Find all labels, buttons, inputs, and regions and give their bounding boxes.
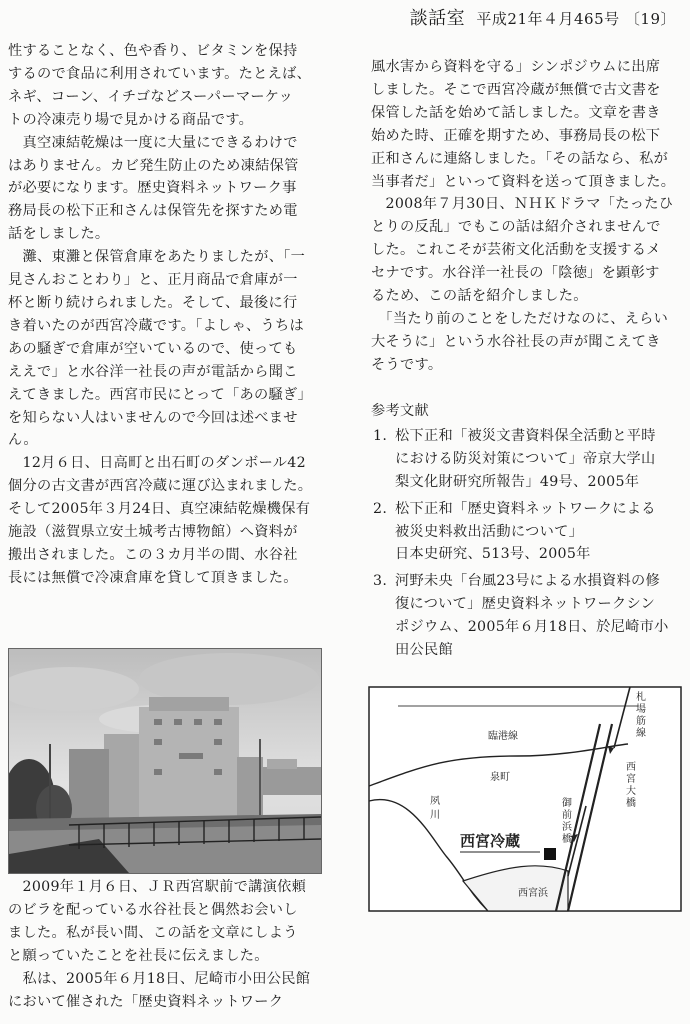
warehouse-photo bbox=[8, 648, 322, 874]
reference-line: 松下正和「歴史資料ネットワークによる bbox=[395, 500, 656, 517]
left-bottom-line: ました。私が長い間、この話を文章にしよう bbox=[8, 924, 298, 941]
right-column-text bbox=[371, 56, 686, 377]
reference-line: 復について」歴史資料ネットワークシン bbox=[395, 596, 656, 613]
left-column-line: 灘、東灘と保管倉庫をあたりましたが、「一 bbox=[8, 249, 306, 266]
left-column-line: 見さんおことわり」と、正月商品で倉庫が一 bbox=[8, 272, 298, 289]
page-header bbox=[410, 4, 676, 30]
left-column-text bbox=[8, 40, 328, 590]
references bbox=[371, 400, 686, 666]
left-column-line: き着いたのが西宮冷蔵です。「よしゃ、うちは bbox=[8, 317, 305, 334]
left-column-line: 真空凍結乾燥は一度に大量にできるわけで bbox=[8, 134, 298, 151]
label-sapporo-suji-line: 札場筋線 bbox=[636, 692, 646, 739]
left-bottom-line: のビラを配っている水谷社長と偶然お会いし bbox=[8, 901, 298, 918]
right-column-line: るため、この話を紹介しました。 bbox=[371, 288, 588, 305]
label-rinko-line: 臨港線 bbox=[488, 731, 518, 742]
right-column-line: 風水害から資料を守る」シンポジウムに出席 bbox=[371, 59, 661, 75]
left-column-line: 搬出されました。この３カ月半の間、水谷社 bbox=[8, 546, 298, 563]
reference-number: 1. bbox=[373, 427, 388, 444]
left-column-line: 務局長の松下正和さんは保管先を探すため電 bbox=[8, 203, 298, 220]
left-column-line: を知らない人はいませんので今回は述べませ bbox=[8, 409, 298, 426]
left-column-line: ん。 bbox=[8, 432, 38, 449]
reference-line: 被災史料救出活動について」 bbox=[395, 523, 584, 540]
label-izumi-cho: 泉町 bbox=[490, 772, 510, 783]
left-column-line: するので食品に利用されています。たとえば、 bbox=[8, 65, 312, 82]
left-column-line: あの騒ぎで倉庫が空いているので、使っても bbox=[8, 340, 298, 357]
right-column-line: とりの反乱」でもこの話は紹介されませんで bbox=[371, 219, 661, 236]
left-column-line: えてきました。西宮市民にとって「あの騒ぎ」 bbox=[8, 386, 312, 403]
left-column-line: そして2005年３月24日、真空凍結乾燥機保有 bbox=[8, 501, 311, 518]
label-nishinomiya-ohashi: 西宮大橋 bbox=[626, 762, 636, 809]
reference-line: 日本史研究、513号、2005年 bbox=[395, 546, 591, 563]
left-bottom-line: と願っていたことを社長に伝えました。 bbox=[8, 947, 269, 964]
left-bottom-line: 2009年１月６日、ＪＲ西宮駅前で講演依頼 bbox=[8, 879, 307, 895]
left-column-line: 施設（滋賀県立安土城考古博物館）へ資料が bbox=[8, 524, 298, 541]
magazine-title: 談話室 bbox=[409, 8, 466, 29]
left-column-line: はありません。カビ発生防止のため凍結保管 bbox=[8, 157, 299, 174]
left-column-line: ええで」と水谷洋一社長の声が電話から聞こ bbox=[8, 363, 298, 380]
left-column-line: 性することなく、色や香り、ビタミンを保持 bbox=[8, 43, 298, 59]
reference-item bbox=[371, 498, 686, 567]
left-column-bottom-text bbox=[8, 876, 328, 1013]
location-map bbox=[368, 686, 682, 912]
left-bottom-line: において催された「歴史資料ネットワーク bbox=[8, 993, 284, 1010]
right-column-line: そうです。 bbox=[371, 356, 443, 373]
label-nishinomiya-reizo: 西宮冷蔵 bbox=[460, 832, 521, 850]
right-column-line: 保管した話を始めて話しました。文章を書き bbox=[371, 104, 661, 121]
reference-number: 3. bbox=[373, 573, 388, 590]
left-column-line: トの冷凍売り場で見かける商品です。 bbox=[8, 111, 254, 128]
label-shukugawa-2: 川 bbox=[430, 810, 440, 821]
right-column-line: した。これこそが芸術文化活動を支援するメ bbox=[371, 242, 661, 259]
left-column-line: 12月６日、日高町と出石町のダンボール42 bbox=[8, 455, 306, 472]
label-shukugawa-1: 夙 bbox=[430, 796, 440, 807]
right-column-line: 正和さんに連絡しました。「その話なら、私が bbox=[371, 150, 669, 167]
reference-line: における防災対策について」帝京大学山 bbox=[395, 450, 656, 467]
warehouse-marker bbox=[544, 848, 556, 860]
left-bottom-line: 私は、2005年６月18日、尼崎市小田公民館 bbox=[8, 970, 311, 987]
left-column-line: 個分の古文書が西宮冷蔵に運び込まれました。 bbox=[8, 478, 313, 495]
reference-line: ポジウム、2005年６月18日、於尼崎市小 bbox=[395, 619, 669, 636]
label-gozen-hama-bridge: 御前浜橋 bbox=[562, 798, 572, 845]
reference-item bbox=[371, 570, 686, 662]
reference-line: 田公民館 bbox=[395, 642, 453, 659]
right-column-line: 当事者だ」といって資料を送って頂きました。 bbox=[371, 173, 676, 190]
right-column-line: 2008年７月30日、ＮＨＫドラマ「たったひ bbox=[371, 196, 674, 213]
reference-number: 2. bbox=[373, 500, 388, 517]
reference-line: 河野未央「台風23号による水損資料の修 bbox=[395, 573, 660, 590]
reference-line: 梨文化財研究所報告」49号、2005年 bbox=[395, 473, 640, 490]
right-column-line: しました。そこで西宮冷蔵が無償で古文書を bbox=[371, 81, 661, 98]
right-column-line: 大そうに」という水谷社長の声が聞こえてき bbox=[371, 333, 661, 350]
reference-item bbox=[371, 425, 686, 494]
right-column-line: 「当たり前のことをしただけなのに、えらい bbox=[371, 310, 669, 327]
left-column-line: が必要になります。歴史資料ネットワーク事 bbox=[8, 180, 297, 197]
issue-info: 平成21年４月465号 bbox=[476, 10, 620, 28]
references-title: 参考文献 bbox=[371, 403, 429, 419]
page-number: 〔19〕 bbox=[624, 10, 676, 28]
right-column-line: 始めた時、正確を期すため、事務局長の松下 bbox=[371, 127, 661, 144]
left-column-line: 杯と断り続けられました。そして、最後に行 bbox=[8, 294, 298, 311]
left-column-line: 話をしました。 bbox=[8, 226, 110, 243]
references-list bbox=[371, 425, 686, 662]
label-nishinomiya-hama: 西宮浜 bbox=[518, 888, 548, 899]
left-column-line: ネギ、コーン、イチゴなどスーパーマーケッ bbox=[8, 88, 294, 105]
left-column-line: 長には無償で冷凍倉庫を貸して頂きました。 bbox=[8, 569, 298, 586]
right-column-line: セナです。水谷洋一社長の「陰徳」を顕彰す bbox=[371, 265, 660, 282]
reference-line: 松下正和「被災文書資料保全活動と平時 bbox=[395, 427, 656, 444]
